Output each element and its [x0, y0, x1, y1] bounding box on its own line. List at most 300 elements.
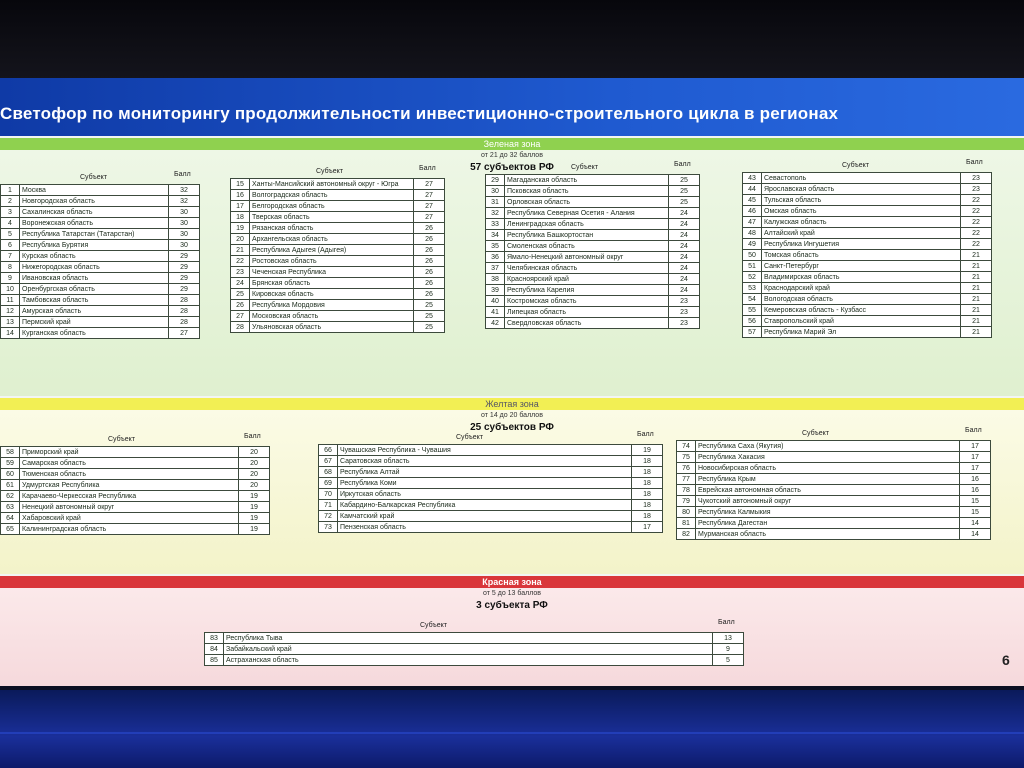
table-row	[319, 467, 663, 478]
score-cell: 26	[414, 234, 445, 245]
score-cell: 19	[632, 445, 663, 456]
region-cell: Тюменская область	[20, 469, 239, 480]
table-row	[677, 463, 991, 474]
region-cell: Белгородская область	[250, 201, 414, 212]
region-cell: Республика Адыгея (Адыгея)	[250, 245, 414, 256]
region-cell: Республика Алтай	[338, 467, 632, 478]
score-cell: 24	[669, 274, 700, 285]
rank-cell: 9	[1, 273, 20, 284]
rank-cell: 64	[1, 513, 20, 524]
rank-cell: 11	[1, 295, 20, 306]
score-cell: 21	[961, 272, 992, 283]
score-cell: 22	[961, 206, 992, 217]
green-zone-table	[0, 184, 200, 339]
score-cell: 17	[960, 463, 991, 474]
column-header-score: Балл	[244, 433, 261, 440]
rank-cell: 74	[677, 441, 696, 452]
score-cell: 26	[414, 256, 445, 267]
rank-cell: 39	[486, 285, 505, 296]
table-row	[1, 480, 270, 491]
table-row	[677, 452, 991, 463]
table-row	[1, 251, 200, 262]
table-row	[1, 502, 270, 513]
column-header-score: Балл	[718, 619, 735, 626]
region-cell: Республика Марий Эл	[762, 327, 961, 338]
rank-cell: 45	[743, 195, 762, 206]
table-row	[231, 289, 445, 300]
score-cell: 25	[669, 197, 700, 208]
score-cell: 24	[669, 208, 700, 219]
rank-cell: 14	[1, 328, 20, 339]
score-cell: 20	[239, 447, 270, 458]
table-row	[1, 513, 270, 524]
region-cell: Республика Саха (Якутия)	[696, 441, 960, 452]
rank-cell: 41	[486, 307, 505, 318]
rank-cell: 21	[231, 245, 250, 256]
score-cell: 14	[960, 529, 991, 540]
rank-cell: 37	[486, 263, 505, 274]
table-row	[486, 296, 700, 307]
region-cell: Красноярский край	[505, 274, 669, 285]
score-cell: 25	[669, 175, 700, 186]
rank-cell: 69	[319, 478, 338, 489]
table-row	[1, 469, 270, 480]
rank-cell: 58	[1, 447, 20, 458]
rank-cell: 77	[677, 474, 696, 485]
red-zone-range: от 5 до 13 баллов	[483, 590, 541, 597]
score-cell: 19	[239, 513, 270, 524]
score-cell: 21	[961, 261, 992, 272]
table-row	[231, 223, 445, 234]
region-cell: Республика Калмыкия	[696, 507, 960, 518]
table-row	[319, 478, 663, 489]
score-cell: 29	[169, 273, 200, 284]
rank-cell: 68	[319, 467, 338, 478]
rank-cell: 44	[743, 184, 762, 195]
table-row	[231, 267, 445, 278]
region-cell: Владимирская область	[762, 272, 961, 283]
table-row	[486, 175, 700, 186]
score-cell: 30	[169, 207, 200, 218]
table-row	[743, 305, 992, 316]
rank-cell: 80	[677, 507, 696, 518]
score-cell: 29	[169, 262, 200, 273]
rank-cell: 66	[319, 445, 338, 456]
table-row	[231, 234, 445, 245]
column-header-score: Балл	[637, 431, 654, 438]
region-cell: Воронежская область	[20, 218, 169, 229]
table-row	[677, 529, 991, 540]
table-row	[231, 256, 445, 267]
region-cell: Ямало-Ненецкий автономный округ	[505, 252, 669, 263]
rank-cell: 42	[486, 318, 505, 329]
score-cell: 20	[239, 458, 270, 469]
table-row	[1, 458, 270, 469]
region-cell: Иркутская область	[338, 489, 632, 500]
column-header-subject: Субъект	[108, 436, 136, 443]
rank-cell: 61	[1, 480, 20, 491]
table-row	[743, 261, 992, 272]
table-row	[743, 228, 992, 239]
region-cell: Карачаево-Черкесская Республика	[20, 491, 239, 502]
rank-cell: 2	[1, 196, 20, 207]
score-cell: 25	[414, 322, 445, 333]
score-cell: 20	[239, 480, 270, 491]
rank-cell: 62	[1, 491, 20, 502]
table-row	[486, 252, 700, 263]
rank-cell: 46	[743, 206, 762, 217]
red-zone-table	[204, 632, 744, 666]
table-row	[743, 272, 992, 283]
region-cell: Орловская область	[505, 197, 669, 208]
table-row	[743, 327, 992, 338]
score-cell: 28	[169, 295, 200, 306]
table-row	[1, 295, 200, 306]
rank-cell: 35	[486, 241, 505, 252]
rank-cell: 57	[743, 327, 762, 338]
region-cell: Республика Карелия	[505, 285, 669, 296]
table-row	[231, 322, 445, 333]
score-cell: 27	[169, 328, 200, 339]
score-cell: 18	[632, 500, 663, 511]
score-cell: 24	[669, 219, 700, 230]
score-cell: 17	[960, 441, 991, 452]
rank-cell: 72	[319, 511, 338, 522]
rank-cell: 30	[486, 186, 505, 197]
rank-cell: 84	[205, 644, 224, 655]
yellow-zone-table	[0, 446, 270, 535]
region-cell: Приморский край	[20, 447, 239, 458]
region-cell: Смоленская область	[505, 241, 669, 252]
region-cell: Республика Хакасия	[696, 452, 960, 463]
region-cell: Курская область	[20, 251, 169, 262]
green-zone-table	[485, 174, 700, 329]
score-cell: 22	[961, 217, 992, 228]
region-cell: Ставропольский край	[762, 316, 961, 327]
table-row	[319, 456, 663, 467]
score-cell: 26	[414, 267, 445, 278]
table-row	[1, 306, 200, 317]
score-cell: 18	[632, 478, 663, 489]
rank-cell: 63	[1, 502, 20, 513]
score-cell: 17	[632, 522, 663, 533]
score-cell: 15	[960, 496, 991, 507]
column-header-subject: Субъект	[842, 162, 870, 169]
table-row	[486, 219, 700, 230]
yellow-zone-table	[676, 440, 991, 540]
region-cell: Республика Дагестан	[696, 518, 960, 529]
region-cell: Республика Башкортостан	[505, 230, 669, 241]
region-cell: Амурская область	[20, 306, 169, 317]
score-cell: 19	[239, 502, 270, 513]
region-cell: Курганская область	[20, 328, 169, 339]
rank-cell: 59	[1, 458, 20, 469]
rank-cell: 7	[1, 251, 20, 262]
region-cell: Краснодарский край	[762, 283, 961, 294]
table-row	[1, 229, 200, 240]
column-header-subject: Субъект	[80, 174, 108, 181]
rank-cell: 67	[319, 456, 338, 467]
rank-cell: 36	[486, 252, 505, 263]
rank-cell: 53	[743, 283, 762, 294]
region-cell: Камчатский край	[338, 511, 632, 522]
score-cell: 18	[632, 456, 663, 467]
rank-cell: 40	[486, 296, 505, 307]
page-number: 6	[1002, 652, 1010, 668]
table-row	[677, 441, 991, 452]
table-row	[1, 207, 200, 218]
table-row	[743, 239, 992, 250]
score-cell: 15	[960, 507, 991, 518]
region-cell: Республика Ингушетия	[762, 239, 961, 250]
region-cell: Республика Татарстан (Татарстан)	[20, 229, 169, 240]
green-zone-table	[230, 178, 445, 333]
table-row	[486, 197, 700, 208]
green-zone-count: 57 субъектов РФ	[470, 162, 554, 173]
region-cell: Архангельская область	[250, 234, 414, 245]
rank-cell: 70	[319, 489, 338, 500]
rank-cell: 26	[231, 300, 250, 311]
score-cell: 24	[669, 252, 700, 263]
table-row	[486, 274, 700, 285]
table-row	[205, 633, 744, 644]
rank-cell: 83	[205, 633, 224, 644]
score-cell: 19	[239, 524, 270, 535]
rank-cell: 73	[319, 522, 338, 533]
table-row	[743, 217, 992, 228]
green-zone-range: от 21 до 32 баллов	[481, 152, 543, 159]
region-cell: Вологодская область	[762, 294, 961, 305]
region-cell: Ярославская область	[762, 184, 961, 195]
table-row	[743, 316, 992, 327]
yellow-zone-label: Желтая зона	[0, 398, 1024, 410]
score-cell: 25	[669, 186, 700, 197]
rank-cell: 55	[743, 305, 762, 316]
rank-cell: 18	[231, 212, 250, 223]
region-cell: Ленинградская область	[505, 219, 669, 230]
score-cell: 22	[961, 195, 992, 206]
region-cell: Калининградская область	[20, 524, 239, 535]
score-cell: 23	[961, 184, 992, 195]
region-cell: Рязанская область	[250, 223, 414, 234]
column-header-subject: Субъект	[316, 168, 344, 175]
region-cell: Псковская область	[505, 186, 669, 197]
region-cell: Кемеровская область - Кузбасс	[762, 305, 961, 316]
score-cell: 9	[713, 644, 744, 655]
region-cell: Ненецкий автономный округ	[20, 502, 239, 513]
table-row	[677, 518, 991, 529]
rank-cell: 38	[486, 274, 505, 285]
table-row	[319, 489, 663, 500]
score-cell: 22	[961, 239, 992, 250]
table-row	[486, 263, 700, 274]
region-cell: Липецкая область	[505, 307, 669, 318]
score-cell: 23	[961, 173, 992, 184]
table-row	[1, 185, 200, 196]
region-cell: Саратовская область	[338, 456, 632, 467]
rank-cell: 48	[743, 228, 762, 239]
region-cell: Чеченская Республика	[250, 267, 414, 278]
stage-floor	[0, 690, 1024, 768]
rank-cell: 34	[486, 230, 505, 241]
region-cell: Республика Тыва	[224, 633, 713, 644]
region-cell: Севастополь	[762, 173, 961, 184]
table-row	[231, 190, 445, 201]
table-row	[486, 208, 700, 219]
score-cell: 24	[669, 241, 700, 252]
rank-cell: 25	[231, 289, 250, 300]
table-row	[1, 317, 200, 328]
score-cell: 17	[960, 452, 991, 463]
score-cell: 26	[414, 278, 445, 289]
rank-cell: 81	[677, 518, 696, 529]
yellow-zone-range: от 14 до 20 баллов	[481, 412, 543, 419]
table-row	[1, 491, 270, 502]
region-cell: Магаданская область	[505, 175, 669, 186]
table-row	[743, 283, 992, 294]
region-cell: Республика Бурятия	[20, 240, 169, 251]
score-cell: 24	[669, 285, 700, 296]
rank-cell: 33	[486, 219, 505, 230]
score-cell: 26	[414, 289, 445, 300]
region-cell: Брянская область	[250, 278, 414, 289]
column-header-score: Балл	[419, 165, 436, 172]
rank-cell: 27	[231, 311, 250, 322]
red-zone-count: 3 субъекта РФ	[476, 600, 548, 611]
region-cell: Астраханская область	[224, 655, 713, 666]
rank-cell: 31	[486, 197, 505, 208]
score-cell: 28	[169, 306, 200, 317]
rank-cell: 43	[743, 173, 762, 184]
rank-cell: 8	[1, 262, 20, 273]
region-cell: Самарская область	[20, 458, 239, 469]
green-zone-label: Зеленая зона	[0, 138, 1024, 150]
region-cell: Свердловская область	[505, 318, 669, 329]
region-cell: Удмуртская Республика	[20, 480, 239, 491]
rank-cell: 23	[231, 267, 250, 278]
table-row	[1, 328, 200, 339]
table-row	[677, 496, 991, 507]
table-row	[231, 179, 445, 190]
column-header-subject: Субъект	[420, 622, 448, 629]
table-row	[486, 241, 700, 252]
region-cell: Республика Мордовия	[250, 300, 414, 311]
rank-cell: 76	[677, 463, 696, 474]
score-cell: 13	[713, 633, 744, 644]
table-row	[1, 284, 200, 295]
score-cell: 27	[414, 179, 445, 190]
rank-cell: 13	[1, 317, 20, 328]
region-cell: Сахалинская область	[20, 207, 169, 218]
score-cell: 22	[961, 228, 992, 239]
rank-cell: 65	[1, 524, 20, 535]
rank-cell: 19	[231, 223, 250, 234]
region-cell: Чукотский автономный округ	[696, 496, 960, 507]
region-cell: Томская область	[762, 250, 961, 261]
score-cell: 30	[169, 218, 200, 229]
region-cell: Оренбургская область	[20, 284, 169, 295]
score-cell: 18	[632, 511, 663, 522]
table-row	[743, 250, 992, 261]
region-cell: Ивановская область	[20, 273, 169, 284]
slide-title: Светофор по мониторингу продолжительности инвестиционно-строительного цикла в регионах	[0, 104, 839, 123]
score-cell: 27	[414, 201, 445, 212]
table-row	[205, 655, 744, 666]
region-cell: Ульяновская область	[250, 322, 414, 333]
column-header-subject: Субъект	[571, 164, 599, 171]
region-cell: Республика Коми	[338, 478, 632, 489]
rank-cell: 3	[1, 207, 20, 218]
score-cell: 16	[960, 485, 991, 496]
rank-cell: 12	[1, 306, 20, 317]
rank-cell: 16	[231, 190, 250, 201]
rank-cell: 79	[677, 496, 696, 507]
score-cell: 21	[961, 316, 992, 327]
score-cell: 21	[961, 294, 992, 305]
score-cell: 21	[961, 250, 992, 261]
score-cell: 21	[961, 327, 992, 338]
score-cell: 32	[169, 196, 200, 207]
table-row	[1, 240, 200, 251]
region-cell: Кабардино-Балкарская Республика	[338, 500, 632, 511]
score-cell: 5	[713, 655, 744, 666]
table-row	[231, 201, 445, 212]
score-cell: 23	[669, 296, 700, 307]
region-cell: Хабаровский край	[20, 513, 239, 524]
yellow-zone-table	[318, 444, 663, 533]
region-cell: Кировская область	[250, 289, 414, 300]
region-cell: Еврейская автономная область	[696, 485, 960, 496]
score-cell: 21	[961, 305, 992, 316]
column-header-score: Балл	[966, 159, 983, 166]
score-cell: 25	[414, 300, 445, 311]
table-row	[1, 218, 200, 229]
table-row	[319, 511, 663, 522]
region-cell: Пермский край	[20, 317, 169, 328]
table-row	[486, 307, 700, 318]
region-cell: Ханты-Мансийский автономный округ - Югра	[250, 179, 414, 190]
rank-cell: 4	[1, 218, 20, 229]
table-row	[231, 212, 445, 223]
table-row	[231, 300, 445, 311]
region-cell: Челябинская область	[505, 263, 669, 274]
region-cell: Волгоградская область	[250, 190, 414, 201]
rank-cell: 15	[231, 179, 250, 190]
score-cell: 24	[669, 230, 700, 241]
table-row	[319, 522, 663, 533]
presentation-slide	[0, 78, 1024, 686]
column-header-score: Балл	[174, 171, 191, 178]
score-cell: 21	[961, 283, 992, 294]
region-cell: Новгородская область	[20, 196, 169, 207]
score-cell: 23	[669, 318, 700, 329]
table-row	[319, 445, 663, 456]
score-cell: 30	[169, 240, 200, 251]
rank-cell: 29	[486, 175, 505, 186]
region-cell: Тверская область	[250, 212, 414, 223]
score-cell: 16	[960, 474, 991, 485]
table-row	[486, 285, 700, 296]
rank-cell: 28	[231, 322, 250, 333]
table-row	[677, 507, 991, 518]
region-cell: Мурманская область	[696, 529, 960, 540]
score-cell: 14	[960, 518, 991, 529]
region-cell: Костромская область	[505, 296, 669, 307]
rank-cell: 50	[743, 250, 762, 261]
rank-cell: 71	[319, 500, 338, 511]
score-cell: 27	[414, 190, 445, 201]
rank-cell: 78	[677, 485, 696, 496]
